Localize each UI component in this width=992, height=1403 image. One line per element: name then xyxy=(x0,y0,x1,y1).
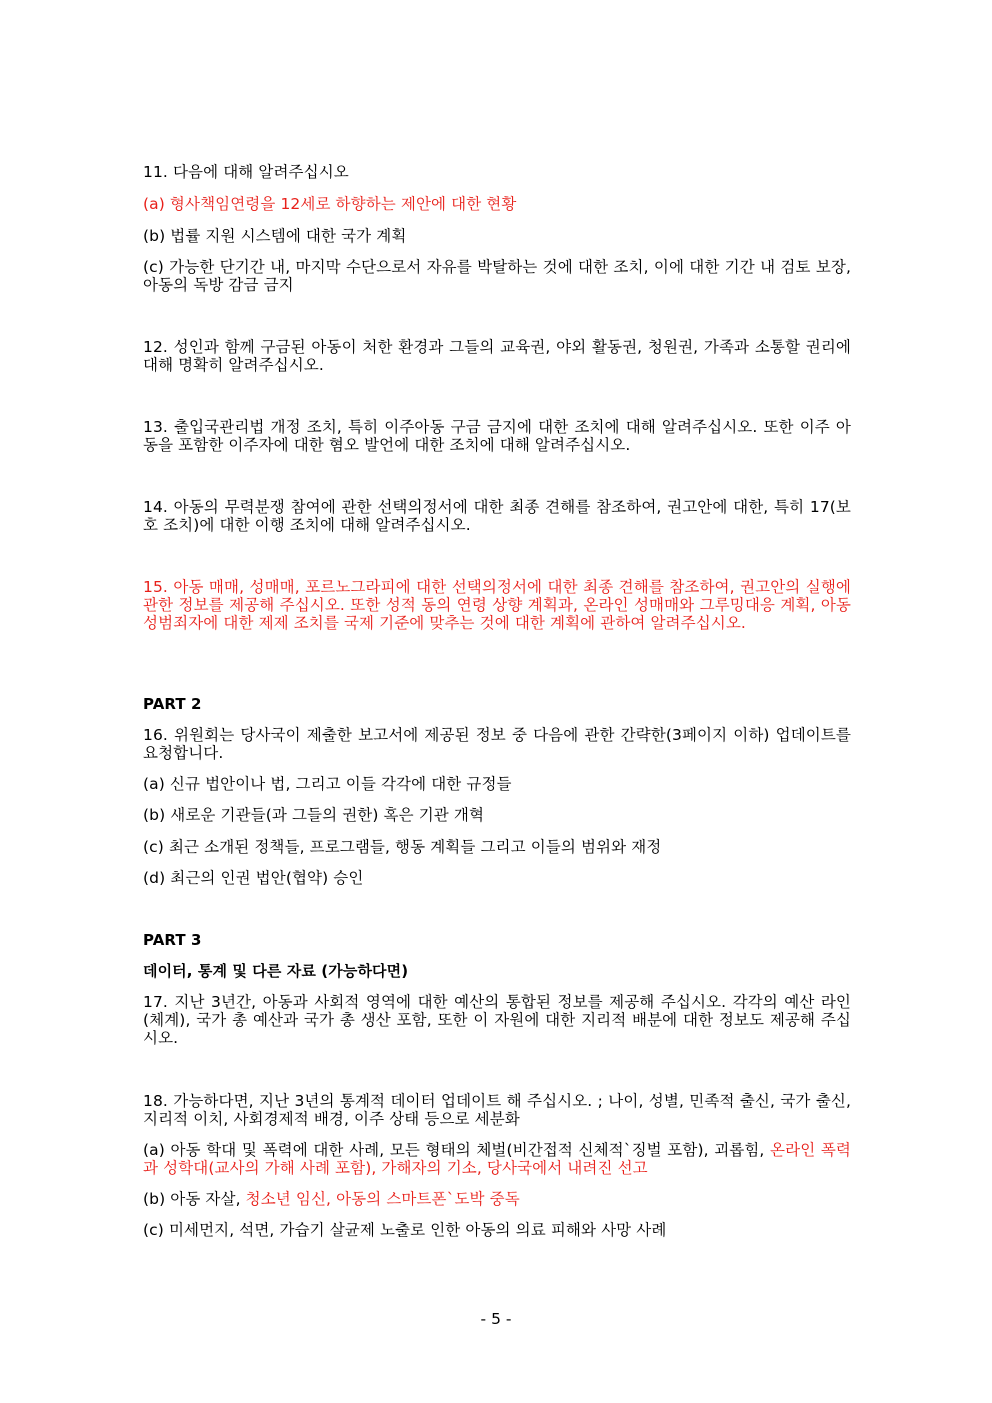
q18-intro: 18. 가능하다면, 지난 3년의 통계적 데이터 업데이트 해 주십시오. ; 나이, 성별, 민족적 출신, 국가 출신, 지리적 이치, 사회경제적 배경, 이주 상태 등으로 세분화 xyxy=(143,1092,851,1128)
q18-item-c: (c) 미세먼지, 석면, 가습기 살균제 노출로 인한 아동의 의료 피해와 사망 사례 xyxy=(143,1221,667,1239)
q16-item-d: (d) 최근의 인권 법안(협약) 승인 xyxy=(143,869,364,887)
q16-item-a: (a) 신규 법안이나 법, 그리고 이들 각각에 대한 규정들 xyxy=(143,775,512,793)
q18-item-b-text: (b) 아동 자살, xyxy=(143,1190,246,1208)
q16-intro: 16. 위원회는 당사국이 제출한 보고서에 제공된 정보 중 다음에 관한 간략한(3페이지 이하) 업데이트를 요청합니다. xyxy=(143,726,851,762)
q12-paragraph: 12. 성인과 함께 구금된 아동이 처한 환경과 그들의 교육권, 야외 활동권, 청원권, 가족과 소통할 권리에 대해 명확히 알려주십시오. xyxy=(143,338,851,374)
q14-paragraph: 14. 아동의 무력분쟁 참여에 관한 선택의정서에 대한 최종 견해를 참조하여, 권고안에 대한, 특히 17(보호 조치)에 대한 이행 조치에 대해 알려주십시오. xyxy=(143,498,851,534)
q11-item-b: (b) 법률 지원 시스템에 대한 국가 계획 xyxy=(143,227,407,245)
q18-item-b-highlight: 청소년 임신, 아동의 스마트폰`도박 중독 xyxy=(245,1190,520,1208)
q17-paragraph: 17. 지난 3년간, 아동과 사회적 영역에 대한 예산의 통합된 정보를 제공해 주십시오. 각각의 예산 라인(체계), 국가 총 예산과 국가 총 생산 포함, 또한 이 자원에 대한 지리적 배분에 대한 정보도 제공해 주십시오. xyxy=(143,993,852,1047)
q16-item-b: (b) 새로운 기관들(과 그들의 권한) 혹은 기관 개혁 xyxy=(143,806,485,824)
q11-item-c: (c) 가능한 단기간 내, 마지막 수단으로서 자유를 박탈하는 것에 대한 조치, 이에 대한 기간 내 검토 보장, 아동의 독방 감금 금지 xyxy=(143,258,851,294)
part3-heading: PART 3 xyxy=(143,931,202,949)
q11-item-a: (a) 형사책임연령을 12세로 하향하는 제안에 대한 현황 xyxy=(143,195,517,213)
part2-heading: PART 2 xyxy=(143,695,202,713)
q16-item-c: (c) 최근 소개된 정책들, 프로그램들, 행동 계획들 그리고 이들의 범위와 재정 xyxy=(143,838,662,856)
q11-intro: 11. 다음에 대해 알려주십시오 xyxy=(143,163,349,181)
q13-paragraph: 13. 출입국관리법 개정 조치, 특히 이주아동 구금 금지에 대한 조치에 대해 알려주십시오. 또한 이주 아동을 포함한 이주자에 대한 혐오 발언에 대한 조치에 대해 알려주십시오. xyxy=(143,418,851,454)
q15-paragraph: 15. 아동 매매, 성매매, 포르노그라피에 대한 선택의정서에 대한 최종 견해를 참조하여, 권고안의 실행에 관한 정보를 제공해 주십시오. 또한 성적 동의 연령 상향 계획과, 온라인 성매매와 그루밍대응 계획, 아동성범죄자에 대한 제제 조치를 국제 기준에 맞추는 것에 대한 계획에 관하여 알려주십시오. xyxy=(143,578,851,632)
q18-item-a-highlight: 온라인 폭력과 성학대(교사의 가해 사례 포함), 가해자의 기소, 당사국에서 내려진 선고 xyxy=(143,1141,851,1177)
q18-item-a-text: (a) 아동 학대 및 폭력에 대한 사례, 모든 형태의 체벌(비간접적 신체적`징벌 포함), 괴롭힘, xyxy=(143,1141,771,1159)
q18-item-a xyxy=(143,1141,851,1177)
q18-item-b xyxy=(143,1190,851,1208)
page-number: - 5 - xyxy=(480,1310,512,1328)
part3-subheading: 데이터, 통계 및 다른 자료 (가능하다면) xyxy=(143,962,409,980)
